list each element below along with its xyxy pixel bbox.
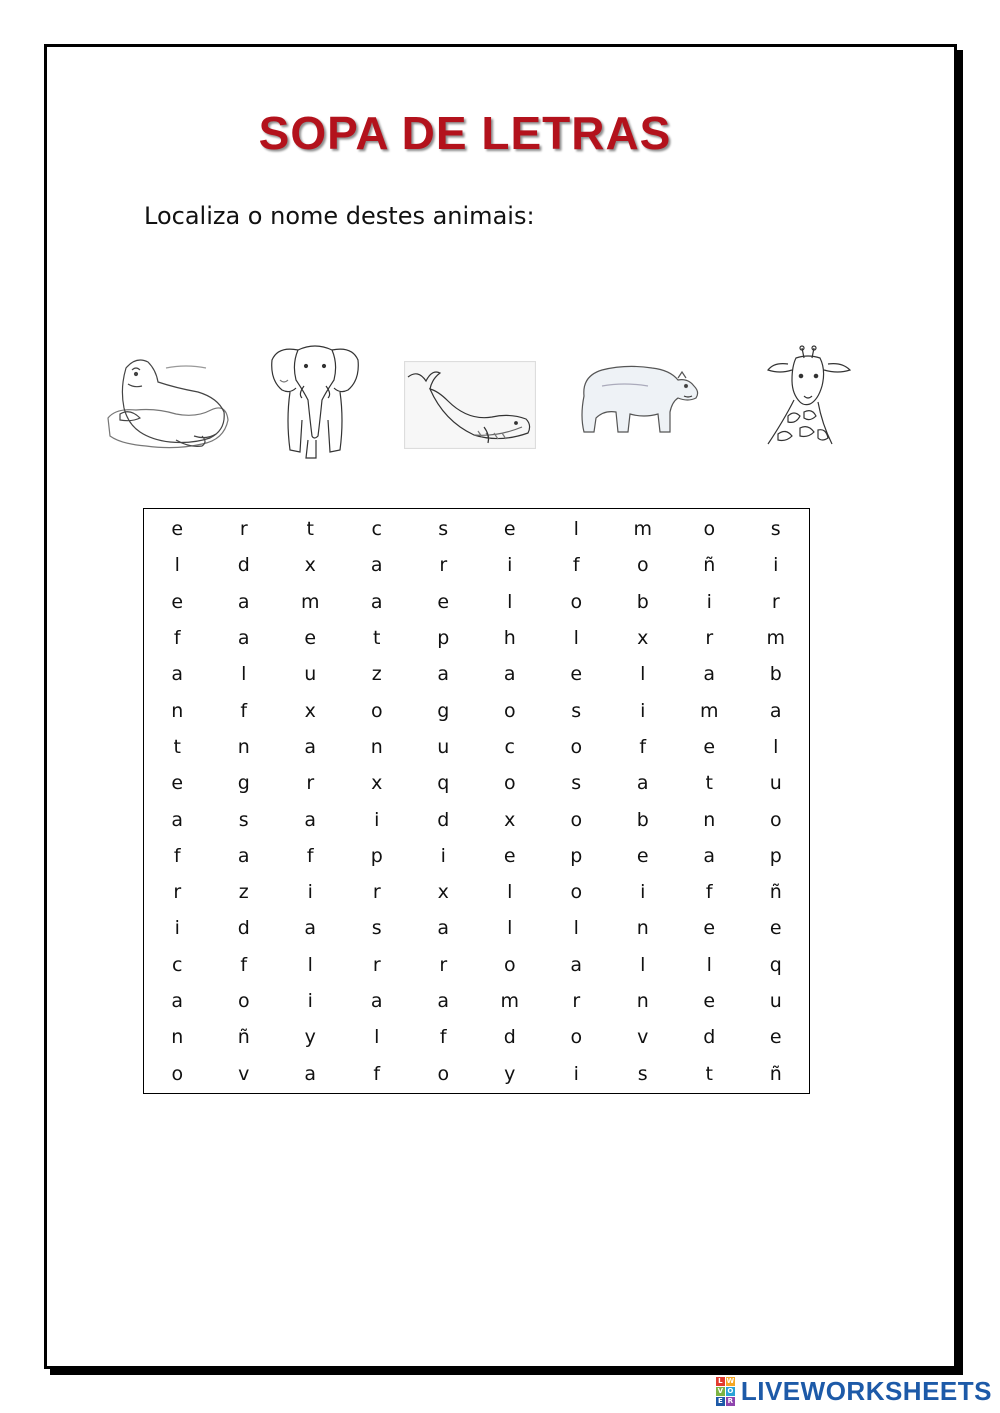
- grid-letter-cell[interactable]: e: [636, 844, 649, 867]
- grid-letter-cell[interactable]: q: [437, 772, 450, 795]
- grid-letter-cell[interactable]: ñ: [703, 554, 716, 577]
- letter-grid: [144, 511, 809, 1092]
- grid-row: [144, 729, 809, 765]
- grid-letter-cell[interactable]: d: [437, 808, 450, 831]
- grid-row: [144, 547, 809, 583]
- grid-letter-cell[interactable]: x: [371, 772, 383, 795]
- grid-letter-cell[interactable]: e: [503, 844, 516, 867]
- grid-letter-cell[interactable]: o: [769, 808, 782, 831]
- grid-letter-cell[interactable]: s: [371, 917, 382, 940]
- grid-letter-cell[interactable]: a: [370, 990, 383, 1012]
- grid-row: [144, 1055, 809, 1091]
- grid-letter-cell[interactable]: r: [372, 881, 381, 904]
- grid-letter-cell[interactable]: p: [437, 627, 450, 650]
- grid-letter-cell[interactable]: t: [173, 735, 181, 758]
- grid-letter-cell[interactable]: l: [174, 554, 180, 577]
- grid-letter-cell[interactable]: m: [300, 590, 320, 613]
- grid-letter-cell[interactable]: r: [173, 881, 182, 904]
- grid-letter-cell[interactable]: f: [439, 1026, 447, 1049]
- grid-letter-cell[interactable]: e: [570, 663, 583, 686]
- grid-letter-cell[interactable]: m: [500, 990, 519, 1012]
- grid-letter-cell[interactable]: f: [173, 627, 181, 650]
- grid-letter-cell[interactable]: l: [507, 881, 513, 904]
- grid-letter-cell[interactable]: o: [570, 590, 583, 613]
- grid-letter-cell[interactable]: u: [437, 735, 450, 758]
- grid-letter-cell[interactable]: x: [437, 881, 449, 904]
- grid-letter-cell[interactable]: f: [240, 953, 248, 976]
- grid-letter-cell[interactable]: s: [438, 518, 449, 541]
- grid-row: [144, 765, 809, 801]
- grid-letter-cell[interactable]: o: [570, 1026, 583, 1049]
- grid-letter-cell[interactable]: o: [703, 518, 716, 541]
- grid-row: [144, 983, 809, 1019]
- grid-letter-cell[interactable]: g: [437, 699, 450, 722]
- grid-letter-cell[interactable]: e: [703, 917, 716, 940]
- grid-letter-cell[interactable]: i: [640, 881, 646, 904]
- grid-letter-cell[interactable]: n: [636, 990, 649, 1012]
- grid-letter-cell[interactable]: d: [503, 1026, 516, 1049]
- grid-letter-cell[interactable]: i: [440, 844, 446, 867]
- grid-letter-cell[interactable]: a: [171, 990, 184, 1012]
- worksheet-title: [44, 106, 956, 160]
- grid-letter-cell[interactable]: e: [703, 990, 716, 1012]
- grid-row: [144, 801, 809, 837]
- grid-letter-cell[interactable]: l: [573, 518, 579, 541]
- grid-letter-cell[interactable]: l: [507, 590, 513, 613]
- giraffe-icon: [760, 344, 856, 448]
- grid-letter-cell[interactable]: ñ: [769, 1062, 782, 1085]
- grid-letter-cell[interactable]: a: [703, 844, 716, 867]
- grid-letter-cell[interactable]: o: [370, 699, 383, 722]
- seal-icon: [106, 348, 231, 458]
- grid-letter-cell[interactable]: c: [504, 735, 515, 758]
- grid-letter-cell[interactable]: l: [573, 627, 579, 650]
- grid-letter-cell[interactable]: a: [370, 590, 383, 613]
- grid-letter-cell[interactable]: l: [640, 663, 646, 686]
- grid-letter-cell[interactable]: f: [373, 1062, 381, 1085]
- grid-letter-cell[interactable]: o: [570, 808, 583, 831]
- grid-letter-cell[interactable]: r: [439, 554, 448, 577]
- grid-letter-cell[interactable]: a: [304, 808, 317, 831]
- grid-letter-cell[interactable]: z: [238, 881, 249, 904]
- grid-letter-cell[interactable]: i: [374, 808, 380, 831]
- grid-letter-cell[interactable]: t: [705, 772, 713, 795]
- grid-letter-cell[interactable]: f: [306, 844, 314, 867]
- grid-letter-cell[interactable]: y: [504, 1062, 516, 1085]
- grid-letter-cell[interactable]: a: [304, 917, 317, 940]
- grid-letter-cell[interactable]: x: [504, 808, 516, 831]
- grid-letter-cell[interactable]: e: [503, 518, 516, 541]
- grid-letter-cell[interactable]: y: [304, 1026, 316, 1049]
- grid-letter-cell[interactable]: a: [304, 1062, 317, 1085]
- grid-letter-cell[interactable]: o: [503, 699, 516, 722]
- whale-icon: [404, 361, 536, 449]
- grid-letter-cell[interactable]: r: [771, 590, 780, 613]
- grid-letter-cell[interactable]: p: [570, 844, 583, 867]
- grid-letter-cell[interactable]: p: [769, 844, 782, 867]
- grid-letter-cell[interactable]: g: [237, 772, 250, 795]
- grid-row: [144, 1019, 809, 1055]
- grid-letter-cell[interactable]: f: [572, 554, 580, 577]
- grid-row: [144, 656, 809, 692]
- grid-row: [144, 947, 809, 983]
- grid-letter-cell[interactable]: o: [570, 881, 583, 904]
- grid-letter-cell[interactable]: s: [770, 518, 781, 541]
- grid-row: [144, 584, 809, 620]
- grid-letter-cell[interactable]: r: [372, 953, 381, 976]
- grid-letter-cell[interactable]: e: [437, 590, 450, 613]
- grid-row: [144, 874, 809, 910]
- grid-letter-cell[interactable]: i: [640, 699, 646, 722]
- grid-letter-cell[interactable]: e: [703, 735, 716, 758]
- grid-letter-cell[interactable]: e: [769, 917, 782, 940]
- grid-letter-cell[interactable]: o: [171, 1062, 184, 1085]
- grid-letter-cell[interactable]: n: [237, 735, 250, 758]
- grid-letter-cell[interactable]: e: [769, 1026, 782, 1049]
- logo-badge-icon: L W V O E R: [717, 1377, 735, 1405]
- grid-letter-cell[interactable]: o: [237, 990, 250, 1012]
- grid-letter-cell[interactable]: f: [173, 844, 181, 867]
- grid-letter-cell[interactable]: c: [371, 518, 382, 541]
- grid-letter-cell[interactable]: o: [503, 953, 516, 976]
- grid-letter-cell[interactable]: n: [703, 808, 716, 831]
- grid-letter-cell[interactable]: t: [373, 627, 381, 650]
- grid-letter-cell[interactable]: f: [240, 699, 248, 722]
- grid-letter-cell[interactable]: z: [371, 663, 382, 686]
- grid-letter-cell[interactable]: i: [573, 1062, 579, 1085]
- grid-letter-cell[interactable]: e: [171, 590, 184, 613]
- grid-letter-cell[interactable]: q: [769, 953, 782, 976]
- grid-letter-cell[interactable]: o: [570, 735, 583, 758]
- grid-letter-cell[interactable]: r: [705, 627, 714, 650]
- grid-letter-cell[interactable]: r: [306, 772, 315, 795]
- grid-letter-cell[interactable]: a: [171, 663, 184, 686]
- grid-letter-cell[interactable]: s: [238, 808, 249, 831]
- grid-letter-cell[interactable]: a: [304, 735, 317, 758]
- grid-letter-cell[interactable]: t: [705, 1062, 713, 1085]
- grid-letter-cell[interactable]: l: [773, 735, 779, 758]
- grid-letter-cell[interactable]: r: [439, 953, 448, 976]
- grid-letter-cell[interactable]: l: [241, 663, 247, 686]
- grid-letter-cell[interactable]: a: [503, 663, 516, 686]
- grid-row: [144, 620, 809, 656]
- grid-letter-cell[interactable]: b: [636, 590, 649, 613]
- grid-letter-cell[interactable]: o: [503, 772, 516, 795]
- grid-letter-cell[interactable]: c: [172, 953, 183, 976]
- grid-letter-cell[interactable]: s: [571, 772, 582, 795]
- word-search-grid: [143, 508, 810, 1094]
- grid-letter-cell[interactable]: a: [703, 663, 716, 686]
- grid-letter-cell[interactable]: e: [304, 627, 317, 650]
- grid-letter-cell[interactable]: x: [304, 554, 316, 577]
- grid-letter-cell[interactable]: a: [437, 663, 450, 686]
- grid-letter-cell[interactable]: ñ: [237, 1026, 250, 1049]
- grid-letter-cell[interactable]: i: [307, 990, 313, 1012]
- grid-row: [144, 692, 809, 728]
- grid-letter-cell[interactable]: r: [572, 990, 581, 1012]
- grid-letter-cell[interactable]: ñ: [769, 881, 782, 904]
- grid-letter-cell[interactable]: v: [637, 1026, 649, 1049]
- grid-letter-cell[interactable]: i: [174, 917, 180, 940]
- grid-letter-cell[interactable]: v: [238, 1062, 250, 1085]
- brand-name: LIVEWORKSHEETS: [740, 1376, 992, 1406]
- grid-letter-cell[interactable]: o: [437, 1062, 450, 1085]
- grid-letter-cell[interactable]: a: [370, 554, 383, 577]
- grid-letter-cell[interactable]: a: [570, 953, 583, 976]
- grid-row: [144, 838, 809, 874]
- grid-letter-cell[interactable]: a: [237, 844, 250, 867]
- grid-letter-cell[interactable]: i: [507, 554, 513, 577]
- grid-letter-cell[interactable]: l: [374, 1026, 380, 1049]
- grid-letter-cell[interactable]: u: [769, 990, 782, 1012]
- grid-letter-cell[interactable]: x: [304, 699, 316, 722]
- grid-letter-cell[interactable]: n: [370, 735, 383, 758]
- grid-letter-cell[interactable]: f: [705, 881, 713, 904]
- grid-letter-cell[interactable]: l: [507, 917, 513, 940]
- liveworksheets-logo: [716, 1376, 992, 1407]
- grid-letter-cell[interactable]: d: [703, 1026, 716, 1049]
- grid-letter-cell[interactable]: a: [437, 990, 450, 1012]
- grid-letter-cell[interactable]: d: [237, 554, 250, 577]
- grid-letter-cell[interactable]: a: [769, 699, 782, 722]
- grid-letter-cell[interactable]: i: [706, 590, 712, 613]
- grid-row: [144, 511, 809, 547]
- grid-letter-cell[interactable]: x: [637, 627, 649, 650]
- grid-letter-cell[interactable]: l: [640, 953, 646, 976]
- grid-letter-cell[interactable]: i: [307, 881, 313, 904]
- grid-letter-cell[interactable]: n: [171, 1026, 184, 1049]
- grid-letter-cell[interactable]: m: [633, 518, 652, 541]
- instruction-text: Localiza o nome destes animais:: [144, 202, 535, 230]
- grid-letter-cell[interactable]: b: [636, 808, 649, 831]
- grid-letter-cell[interactable]: u: [304, 663, 317, 686]
- grid-letter-cell[interactable]: b: [769, 663, 782, 686]
- grid-letter-cell[interactable]: a: [237, 627, 250, 650]
- grid-letter-cell[interactable]: m: [766, 627, 785, 650]
- grid-letter-cell[interactable]: u: [769, 772, 782, 795]
- grid-letter-cell[interactable]: a: [171, 808, 184, 831]
- grid-letter-cell[interactable]: d: [237, 917, 250, 940]
- grid-letter-cell[interactable]: p: [370, 844, 383, 867]
- animal-pictures: [100, 340, 860, 465]
- grid-letter-cell[interactable]: m: [699, 699, 719, 722]
- grid-letter-cell[interactable]: l: [706, 953, 712, 976]
- grid-letter-cell[interactable]: l: [307, 953, 313, 976]
- grid-letter-cell[interactable]: n: [636, 917, 649, 940]
- grid-letter-cell[interactable]: e: [171, 772, 184, 795]
- grid-letter-cell[interactable]: a: [437, 917, 450, 940]
- grid-letter-cell[interactable]: l: [573, 917, 579, 940]
- grid-letter-cell[interactable]: a: [636, 772, 649, 795]
- grid-row: [144, 910, 809, 946]
- grid-letter-cell[interactable]: o: [636, 554, 649, 577]
- grid-letter-cell[interactable]: s: [571, 699, 582, 722]
- title-text: SOPA DE LETRAS: [258, 107, 672, 159]
- grid-letter-cell[interactable]: e: [171, 518, 184, 541]
- grid-letter-cell[interactable]: h: [503, 627, 516, 650]
- grid-letter-cell[interactable]: i: [773, 554, 779, 577]
- polar-bear-icon: [574, 356, 702, 438]
- grid-letter-cell[interactable]: f: [639, 735, 647, 758]
- grid-letter-cell[interactable]: s: [637, 1062, 648, 1085]
- grid-letter-cell[interactable]: a: [237, 590, 250, 613]
- grid-letter-cell[interactable]: r: [239, 518, 248, 541]
- elephant-icon: [268, 340, 363, 462]
- grid-letter-cell[interactable]: t: [306, 518, 314, 541]
- grid-letter-cell[interactable]: n: [171, 699, 184, 722]
